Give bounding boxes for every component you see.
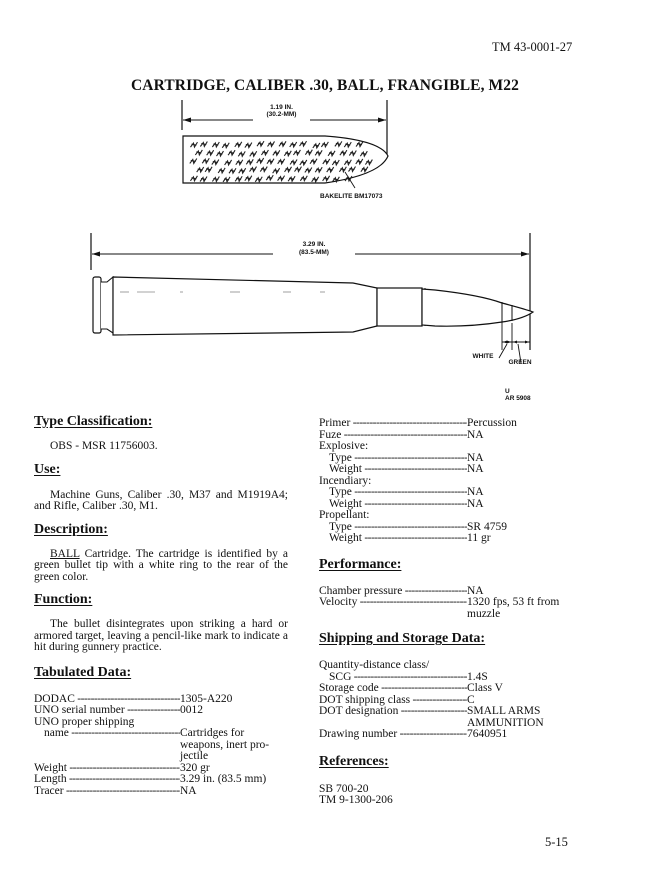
tabulated-data-list	[34, 694, 288, 798]
row-label: Storage code -----	[319, 683, 467, 695]
row-value: SR 4759	[467, 520, 507, 533]
white-ring-label: WHITE	[472, 353, 494, 360]
row-label: UNO serial number -----	[34, 705, 180, 717]
arrow-left-icon	[92, 252, 100, 257]
heading-performance: Performance:	[319, 556, 402, 572]
row-label: DOT shipping class -----	[319, 695, 467, 707]
cartridge-figure	[85, 225, 545, 410]
use-text: Machine Guns, Caliber .30, M37 and M1919A4; and Rifle, Caliber .30, M1.	[34, 488, 288, 512]
arrow-icon	[513, 341, 517, 344]
heading-type-classification: Type Classification:	[34, 414, 153, 429]
comp-row-propellant-type	[319, 522, 579, 534]
row-label: Tracer -----	[34, 786, 180, 798]
heading-function: Function:	[34, 592, 93, 607]
arrow-icon	[525, 341, 529, 344]
arrow-icon	[503, 341, 507, 344]
row-value: 0012	[180, 704, 203, 716]
bullet-figure	[175, 98, 415, 208]
row-value: NA	[180, 784, 197, 797]
ship-row-dot-class	[319, 695, 579, 707]
row-value: 1305-A220	[180, 692, 233, 705]
bullet-length-mm: (30.2-MM)	[266, 111, 297, 118]
performance-list	[319, 586, 579, 621]
row-label: SCG -----	[319, 672, 467, 684]
row-label: Weight -----	[319, 499, 467, 511]
cartridge-case	[113, 277, 377, 335]
figure-id: AR 5908	[505, 395, 531, 402]
cartridge-rim	[93, 277, 101, 333]
row-value: 1320 fps, 53 ft from muzzle	[467, 596, 560, 620]
shipping-list	[319, 660, 579, 741]
row-value: NA	[467, 428, 484, 441]
components-list	[319, 418, 579, 545]
row-value: Class V	[467, 682, 503, 694]
function-text: The bullet disintegrates upon striking a hard or armored target, leaving a pencil-like mark to indicate a hit during gunnery practice.	[34, 618, 288, 653]
page-number: 5-15	[545, 835, 568, 849]
row-label: Length -----	[34, 774, 180, 786]
row-label: Type -----	[319, 522, 467, 534]
cartridge-length-in: 3.29 IN.	[302, 241, 326, 248]
row-label: Type -----	[319, 487, 467, 499]
leader-line-white	[499, 344, 507, 358]
row-label: Primer -----	[319, 418, 467, 430]
classification-mark: U	[505, 388, 510, 395]
row-label: Chamber pressure -----	[319, 586, 467, 598]
row-value: 3.29 in. (83.5 mm)	[180, 773, 267, 785]
type-classification-text: OBS - MSR 11756003.	[50, 440, 158, 452]
row-value: NA	[467, 486, 484, 498]
comp-row-incendiary-type	[319, 487, 579, 499]
row-label: Weight -----	[319, 464, 467, 476]
heading-tabulated-data: Tabulated Data:	[34, 664, 132, 680]
left-column	[34, 414, 288, 797]
row-label: DODAC -----	[34, 694, 180, 706]
perf-row-velocity	[319, 597, 579, 620]
row-label: Type -----	[319, 453, 467, 465]
ball-term: BALL	[50, 547, 80, 560]
row-label: Weight -----	[319, 533, 467, 545]
tab-row-dodac	[34, 694, 288, 706]
ship-row-dot-designation	[319, 706, 579, 729]
row-label: DOT designation -----	[319, 706, 467, 729]
description-body: Cartridge. The cartridge is identified by a green bullet tip with a white ring to the rear of the green color.	[34, 547, 288, 583]
arrow-right-icon	[378, 118, 386, 123]
row-value: SMALL ARMS AMMUNITION	[467, 705, 544, 729]
tab-row-name	[34, 728, 288, 763]
heading-references: References:	[319, 753, 389, 769]
arrow-icon	[507, 341, 511, 344]
tab-row-uno-serial	[34, 705, 288, 717]
row-value: 320 gr	[180, 761, 210, 774]
arrow-left-icon	[183, 118, 191, 123]
ship-row-qd-class: Quantity-distance class/	[319, 659, 430, 671]
row-label: Velocity -----	[319, 597, 467, 620]
comp-group-explosive: Explosive:	[319, 440, 369, 452]
right-column	[319, 418, 579, 807]
ship-row-storage-code	[319, 683, 579, 695]
row-value: 1.4S	[467, 670, 488, 683]
green-tip-label: GREEN	[508, 359, 532, 366]
references-list	[319, 784, 579, 807]
projectile	[422, 289, 533, 326]
extractor-groove	[101, 277, 113, 333]
row-label: name -----	[34, 728, 180, 763]
comp-group-propellant: Propellant:	[319, 509, 370, 521]
row-label: Drawing number -----	[319, 729, 467, 741]
comp-row-explosive-weight	[319, 464, 579, 476]
heading-shipping-storage: Shipping and Storage Data:	[319, 631, 486, 646]
tab-row-length	[34, 774, 288, 786]
row-value: NA	[467, 451, 484, 464]
arrow-right-icon	[521, 252, 529, 257]
tab-row-uno-shipping: UNO proper shipping	[34, 715, 135, 728]
description-text	[34, 549, 288, 584]
bakelite-label: BAKELITE BM17073	[320, 193, 383, 200]
bullet-length-in: 1.19 IN.	[270, 104, 293, 111]
case-neck	[377, 288, 422, 326]
page-title: CARTRIDGE, CALIBER .30, BALL, FRANGIBLE, M22	[131, 77, 519, 94]
row-label: Weight -----	[34, 763, 180, 775]
ship-row-drawing-number	[319, 729, 579, 741]
row-value: Cartridges for weapons, inert pro-jectile	[180, 727, 270, 762]
row-label: Fuze -----	[319, 430, 467, 442]
comp-row-propellant-weight	[319, 533, 579, 545]
comp-row-primer	[319, 418, 579, 430]
comp-group-incendiary: Incendiary:	[319, 474, 372, 487]
comp-row-explosive-type	[319, 453, 579, 465]
heading-use: Use:	[34, 461, 61, 477]
row-value: NA	[467, 463, 484, 475]
row-value: 7640951	[467, 728, 508, 740]
heading-description: Description:	[34, 521, 108, 537]
row-value: C	[467, 693, 475, 706]
ship-row-scg	[319, 672, 579, 684]
row-value: 11 gr	[467, 532, 491, 544]
reference-item: TM 9-1300-206	[319, 794, 393, 806]
row-value: NA	[467, 584, 484, 597]
document-number: TM 43-0001-27	[492, 40, 573, 54]
cartridge-length-mm: (83.5-MM)	[299, 249, 329, 256]
row-value: NA	[467, 497, 484, 510]
reference-item: SB 700-20	[319, 782, 369, 795]
tab-row-tracer	[34, 786, 288, 798]
row-value: Percussion	[467, 417, 517, 429]
